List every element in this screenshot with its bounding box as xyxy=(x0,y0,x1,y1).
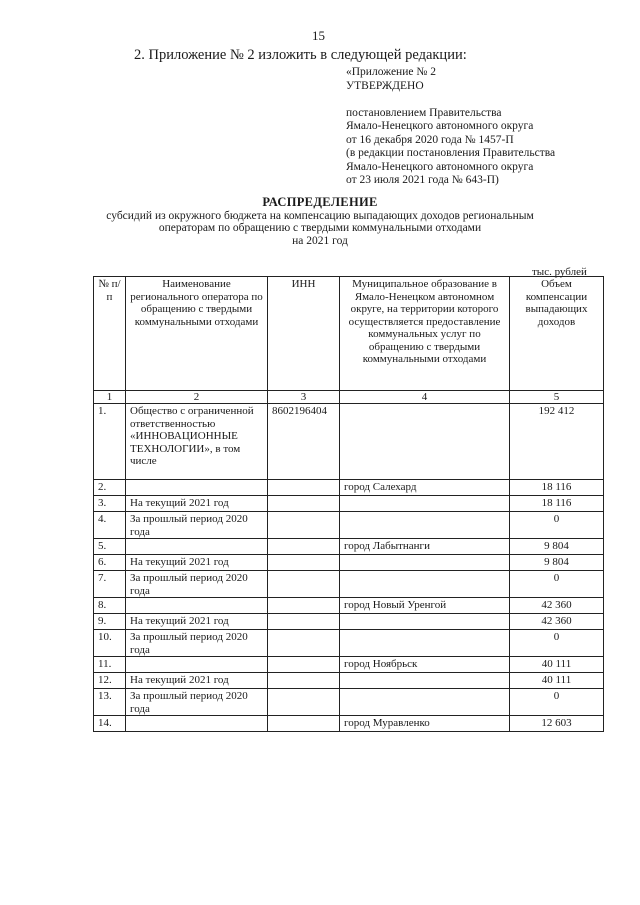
operator-name: На текущий 2021 год xyxy=(126,614,268,630)
table-row xyxy=(94,539,604,555)
table-header-row xyxy=(94,277,604,391)
distribution-table xyxy=(93,276,604,732)
page-number: 15 xyxy=(312,28,325,43)
operator-name xyxy=(126,539,268,555)
table-row xyxy=(94,614,604,630)
inn-value xyxy=(268,539,340,555)
table-row xyxy=(94,555,604,571)
table-row xyxy=(94,689,604,716)
operator-name: На текущий 2021 год xyxy=(126,555,268,571)
row-number: 6. xyxy=(94,555,126,571)
amount-value: 18 116 xyxy=(510,480,604,496)
table-row xyxy=(94,598,604,614)
row-number: 8. xyxy=(94,598,126,614)
amount-value: 40 111 xyxy=(510,673,604,689)
operator-name xyxy=(126,598,268,614)
row-number: 10. xyxy=(94,630,126,657)
inn-value xyxy=(268,571,340,598)
row-number: 7. xyxy=(94,571,126,598)
inn-value xyxy=(268,512,340,539)
column-index-row xyxy=(94,391,604,404)
operator-name: За прошлый период 2020 года xyxy=(126,571,268,598)
inn-value xyxy=(268,496,340,512)
approval-line: постановлением Правительства xyxy=(346,106,502,119)
table-row xyxy=(94,657,604,673)
subtitle-line: операторам по обращению с твердыми коммунальными отходами xyxy=(158,222,482,234)
municipality xyxy=(340,555,510,571)
municipality xyxy=(340,673,510,689)
amount-value: 42 360 xyxy=(510,614,604,630)
operator-name: Общество с ограниченной ответственностью «ИННОВАЦИОННЫЕ ТЕХНОЛОГИИ», в том числе xyxy=(126,404,268,480)
approval-line: (в редакции постановления Правительства xyxy=(346,147,556,159)
column-header-operator: Наименование регионального оператора по обращению с твердыми коммунальными отходами xyxy=(126,277,268,391)
amount-value: 42 360 xyxy=(510,598,604,614)
municipality: город Ноябрьск xyxy=(340,657,510,673)
municipality xyxy=(340,614,510,630)
table-row xyxy=(94,630,604,657)
inn-value xyxy=(268,598,340,614)
approval-line: Ямало-Ненецкого автономного округа xyxy=(346,120,534,132)
row-number: 4. xyxy=(94,512,126,539)
amount-value: 18 116 xyxy=(510,496,604,512)
operator-name: На текущий 2021 год xyxy=(126,673,268,689)
municipality xyxy=(340,630,510,657)
operator-name: За прошлый период 2020 года xyxy=(126,512,268,539)
approval-block xyxy=(346,66,555,188)
table-row xyxy=(94,673,604,689)
inn-value xyxy=(268,630,340,657)
row-number: 14. xyxy=(94,716,126,732)
amount-value: 40 111 xyxy=(510,657,604,673)
row-number: 5. xyxy=(94,539,126,555)
row-number: 3. xyxy=(94,496,126,512)
table-row xyxy=(94,716,604,732)
amount-value: 12 603 xyxy=(510,716,604,732)
municipality xyxy=(340,404,510,480)
inn-value xyxy=(268,657,340,673)
row-number: 1. xyxy=(94,404,126,480)
column-index: 5 xyxy=(510,391,604,404)
column-index: 4 xyxy=(340,391,510,404)
table-row xyxy=(94,404,604,480)
municipality xyxy=(340,571,510,598)
subtitle-line: субсидий из окружного бюджета на компенсацию выпадающих доходов региональным xyxy=(106,209,534,222)
column-index: 2 xyxy=(126,391,268,404)
amount-value: 0 xyxy=(510,689,604,716)
amount-value: 0 xyxy=(510,512,604,539)
municipality: город Салехард xyxy=(340,480,510,496)
row-number: 11. xyxy=(94,657,126,673)
amount-value: 0 xyxy=(510,571,604,598)
municipality: город Новый Уренгой xyxy=(340,598,510,614)
table-row xyxy=(94,512,604,539)
amount-value: 0 xyxy=(510,630,604,657)
column-header-amount: Объем компенсации выпадающих доходов xyxy=(510,277,604,391)
operator-name: За прошлый период 2020 года xyxy=(126,630,268,657)
row-number: 13. xyxy=(94,689,126,716)
municipality xyxy=(340,496,510,512)
operator-name: За прошлый период 2020 года xyxy=(126,689,268,716)
inn-value xyxy=(268,555,340,571)
document-title: РАСПРЕДЕЛЕНИЕ xyxy=(262,195,378,209)
subtitle-line: на 2021 год xyxy=(292,234,348,247)
inn-value xyxy=(268,689,340,716)
amount-value: 9 804 xyxy=(510,539,604,555)
operator-name xyxy=(126,480,268,496)
amount-value: 9 804 xyxy=(510,555,604,571)
column-header-number: № п/п xyxy=(94,277,126,391)
column-index: 3 xyxy=(268,391,340,404)
approval-line: УТВЕРЖДЕНО xyxy=(346,79,424,92)
operator-name xyxy=(126,716,268,732)
approval-line: «Приложение № 2 xyxy=(346,66,436,78)
approval-line: от 16 декабря 2020 года № 1457-П xyxy=(346,133,514,146)
operator-name xyxy=(126,657,268,673)
row-number: 9. xyxy=(94,614,126,630)
column-index: 1 xyxy=(94,391,126,404)
approval-line xyxy=(346,93,555,107)
inn-value xyxy=(268,716,340,732)
table-row xyxy=(94,496,604,512)
municipality: город Муравленко xyxy=(340,716,510,732)
document-heading xyxy=(0,196,640,247)
operator-name: На текущий 2021 год xyxy=(126,496,268,512)
table-row xyxy=(94,571,604,598)
amount-value: 192 412 xyxy=(510,404,604,480)
inn-value xyxy=(268,614,340,630)
municipality: город Лабытнанги xyxy=(340,539,510,555)
amendment-instruction: 2. Приложение № 2 изложить в следующей редакции: xyxy=(134,47,467,63)
inn-value xyxy=(268,480,340,496)
row-number: 12. xyxy=(94,673,126,689)
table-row xyxy=(94,480,604,496)
column-header-municipality: Муниципальное образование в Ямало-Ненецком автономном округе, на территории которого осуществляется предоставление коммунальных услуг по обращению с твердыми коммунальными отходами xyxy=(340,277,510,391)
inn-value: 8602196404 xyxy=(268,404,340,480)
municipality xyxy=(340,512,510,539)
inn-value xyxy=(268,673,340,689)
municipality xyxy=(340,689,510,716)
column-header-inn: ИНН xyxy=(268,277,340,391)
units-label: тыс. рублей xyxy=(532,266,587,278)
approval-line: от 23 июля 2021 года № 643-П) xyxy=(346,174,499,186)
approval-line: Ямало-Ненецкого автономного округа xyxy=(346,160,534,173)
row-number: 2. xyxy=(94,480,126,496)
